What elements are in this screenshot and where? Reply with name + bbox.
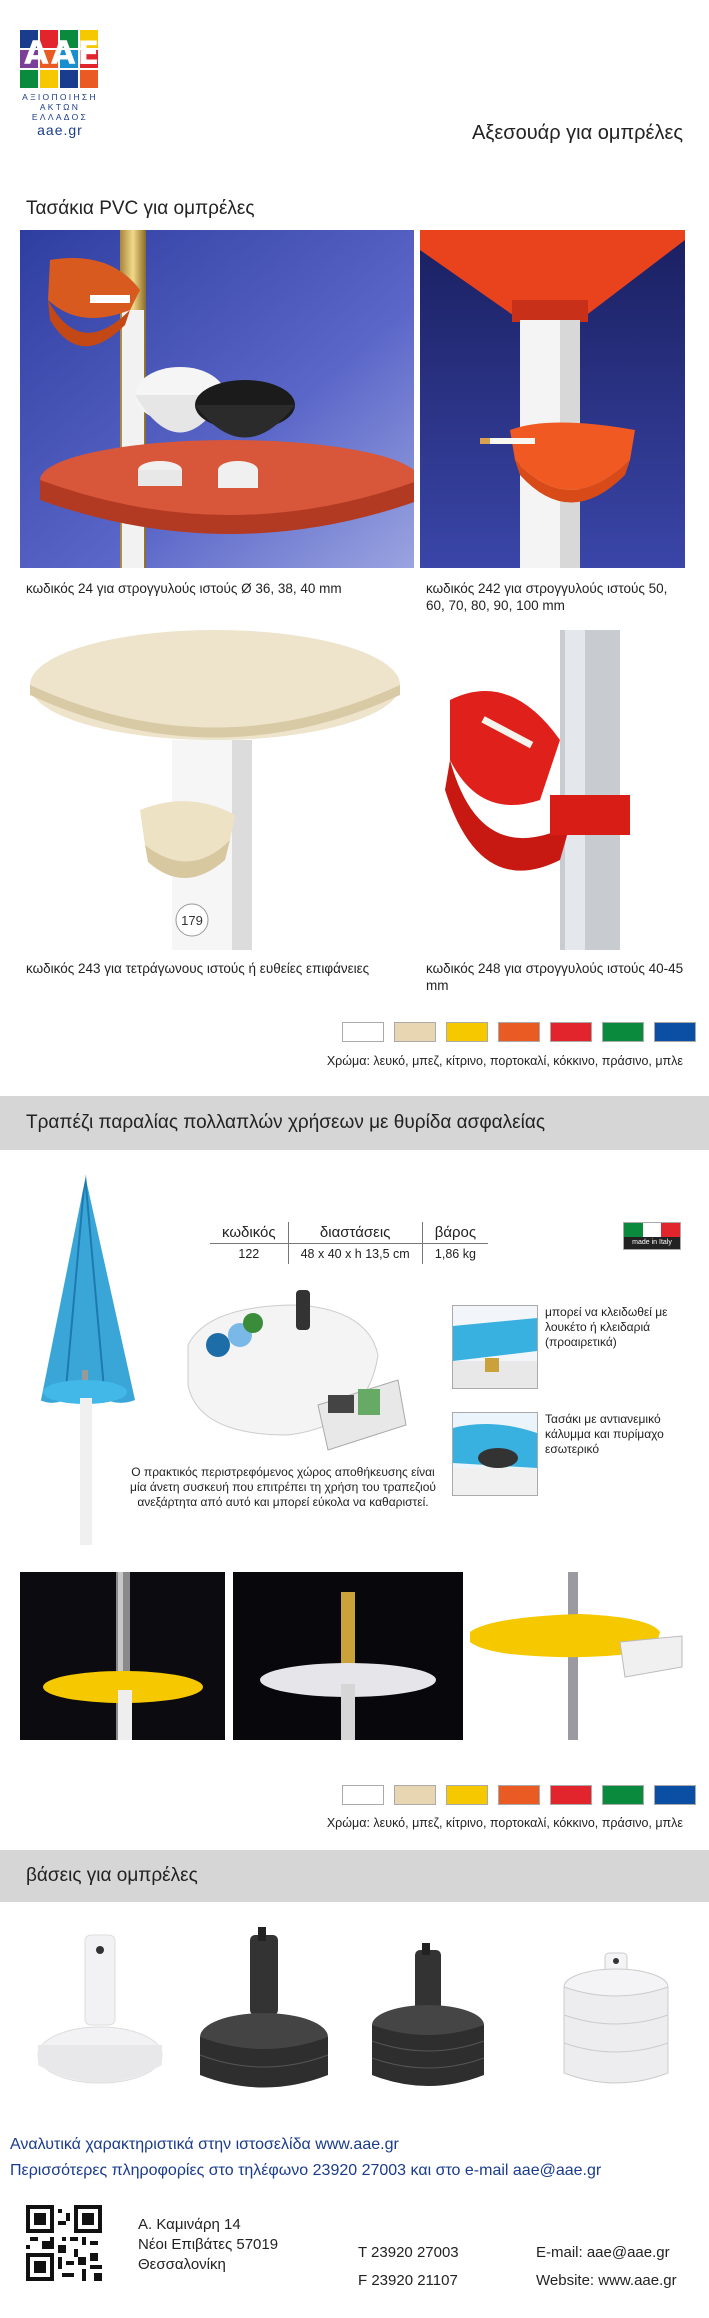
colors-label-table: Χρώμα: λευκό, μπεζ, κίτρινο, πορτοκαλί, κόκκινο, πράσινο, μπλε [326, 1816, 683, 1830]
base-white-small [38, 1935, 162, 2083]
section-title-ashtrays: Τασάκια PVC για ομπρέλες [26, 198, 255, 219]
caption-ashtray-248: κωδικός 248 για στρογγυλούς ιστούς 40-45 mm [426, 961, 684, 993]
info-website-line: Αναλυτικά χαρακτηριστικά στην ιστοσελίδα www.aae.gr [10, 2136, 399, 2153]
photo-lock [452, 1305, 538, 1389]
photo-ashtray-242 [420, 230, 685, 568]
spec-header-weight: βάρος [422, 1222, 488, 1244]
caption-ashtray-243: κωδικός 243 για τετράγωνους ιστούς ή ευθείες επιφάνειες [26, 961, 370, 976]
photo-ashtray-248 [420, 630, 685, 950]
spec-code: 122 [238, 1247, 260, 1261]
spec-header-dimensions: διαστάσεις [288, 1222, 422, 1244]
swatch-green [602, 1022, 644, 1042]
logo-subtitle: ΑΞΙΟΠΟΙΗΣΗ ΑΚΤΩΝ ΕΛΛΑΔΟΣ [22, 92, 98, 122]
brand-logo[interactable] [18, 30, 102, 138]
photo-ashtray-243 [20, 630, 414, 950]
note-lock: μπορεί να κλειδωθεί με λουκέτο ή κλειδαριά (προαιρετικά) [545, 1305, 668, 1349]
swatch-blue [654, 1785, 696, 1805]
swatch-red [550, 1785, 592, 1805]
footer-online [536, 2243, 677, 2291]
colors-label-ashtrays: Χρώμα: λευκό, μπεζ, κίτρινο, πορτοκαλί, κόκκινο, πράσινο, μπλε [326, 1054, 683, 1068]
swatch-yellow [446, 1022, 488, 1042]
section-title-table: Τραπέζι παραλίας πολλαπλών χρήσεων με θυρίδα ασφαλείας [26, 1112, 545, 1133]
swatch-red [550, 1022, 592, 1042]
table-description: Ο πρακτικός περιστρεφόμενος χώρος αποθήκευσης είναι μία άνετη συσκευή που επιτρέπει τη χρήση του τραπεζιού ανεξάρτητα από αυτό και μπορεί εύκολα να καθαριστεί. [130, 1465, 436, 1509]
photo-table-white [233, 1572, 463, 1740]
logo-letters: ΑΑΕ [24, 34, 102, 72]
base-white-stack [564, 1953, 668, 2083]
swatch-beige [394, 1785, 436, 1805]
swatch-beige [394, 1022, 436, 1042]
swatch-green [602, 1785, 644, 1805]
photo-table-open [178, 1285, 408, 1460]
footer-phones: T 23920 27003 F 23920 21107 [358, 2244, 459, 2289]
photo-ashtray-24 [20, 230, 414, 568]
caption-ashtray-24: κωδικός 24 για στρογγυλούς ιστούς Ø 36, 38, 40 mm [26, 581, 342, 596]
spec-dimensions: 48 x 40 x h 13,5 cm [288, 1244, 422, 1265]
swatch-blue [654, 1022, 696, 1042]
photo-table-yellow-open [470, 1572, 685, 1740]
base-black-double [200, 1927, 328, 2088]
spec-header-code: κωδικός [210, 1222, 288, 1244]
qr-code-icon [26, 2205, 102, 2281]
footer-email-link[interactable]: E-mail: aae@aae.gr [536, 2244, 670, 2261]
swatch-orange [498, 1785, 540, 1805]
info-contact-line: Περισσότερες πληροφορίες στο τηλέφωνο 23920 27003 και στο e-mail aae@aae.gr [10, 2162, 602, 2179]
logo-url: aae.gr [37, 122, 83, 138]
swatch-orange [498, 1022, 540, 1042]
spec-table [210, 1222, 488, 1264]
caption-ashtray-242: κωδικός 242 για στρογγυλούς ιστούς 50, 60, 70, 80, 90, 100 mm [426, 581, 668, 613]
color-swatches-table [342, 1785, 696, 1805]
base-black-triple [372, 1943, 484, 2086]
swatch-white [342, 1022, 384, 1042]
bases-row [30, 1925, 680, 2100]
photo-windproof-ashtray [452, 1412, 538, 1496]
spec-weight: 1,86 kg [422, 1244, 488, 1265]
made-in-italy-badge [623, 1222, 681, 1250]
swatch-yellow [446, 1785, 488, 1805]
swatch-white [342, 1785, 384, 1805]
footer-address: Α. Καμινάρη 14 Νέοι Επιβάτες 57019 Θεσσαλονίκη [138, 2216, 279, 2273]
section-title-bases: βάσεις για ομπρέλες [26, 1865, 198, 1886]
badge-number: 179 [181, 913, 203, 928]
color-swatches-ashtrays [342, 1022, 696, 1042]
page-title: Αξεσουάρ για ομπρέλες [472, 122, 683, 144]
photo-table-yellow [20, 1572, 225, 1740]
made-in-label: made in Italy [624, 1237, 680, 1249]
note-ashtray: Τασάκι με αντιανεμικό κάλυμμα και πυρίμαχο εσωτερικό [545, 1412, 664, 1456]
footer-website-link[interactable]: Website: www.aae.gr [536, 2272, 677, 2289]
